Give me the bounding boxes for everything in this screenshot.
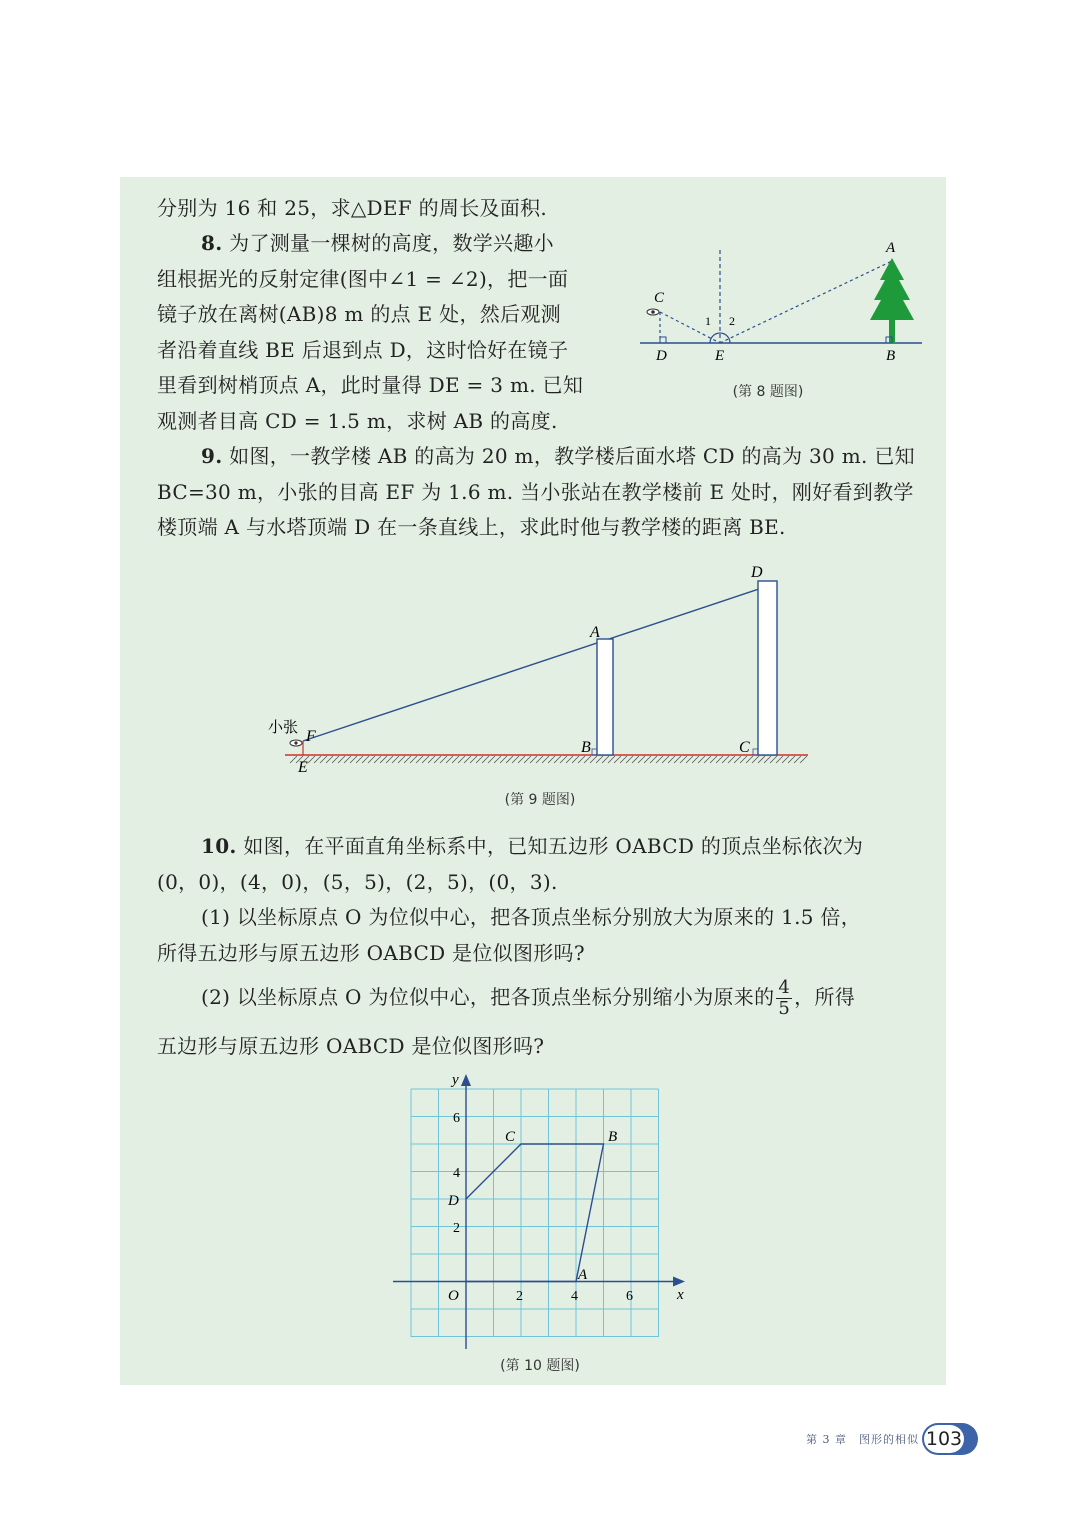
reflected-ray — [720, 261, 892, 343]
label-a: A — [886, 240, 896, 256]
label-c: C — [739, 739, 750, 756]
problem-8-line-5: 里看到树梢顶点 A，此时量得 DE = 3 m. 已知 — [157, 373, 584, 397]
label-a: A — [578, 1267, 588, 1283]
figure-9 — [260, 555, 820, 785]
problem-9-line-1: 如图，一教学楼 AB 的高为 20 m，教学楼后面水塔 CD 的高为 30 m. 已知 — [222, 444, 915, 468]
figure-10 — [385, 1064, 695, 1349]
problem-8-number: 8. — [201, 231, 223, 255]
problem-8-line-3: 镜子放在离树(AB)8 m 的点 E 处，然后观测 — [157, 302, 561, 326]
label-f: F — [306, 728, 316, 745]
label-b: B — [581, 739, 591, 756]
problem-9-line-2: BC=30 m，小张的目高 EF 为 1.6 m. 当小张站在教学楼前 E 处时，刚好看到教学 — [157, 479, 914, 504]
problem-9-number: 9. — [201, 444, 223, 468]
right-angle-b — [592, 749, 597, 755]
problem-10-q2-tail: ，所得 — [794, 985, 856, 1009]
eye-pupil — [294, 741, 297, 744]
y-tick-2: 2 — [453, 1221, 460, 1236]
x-tick-6: 6 — [626, 1289, 633, 1304]
person-label: 小张 — [268, 718, 299, 736]
problem-10-q1-line-2: 所得五边形与原五边形 OABCD 是位似图形吗? — [157, 940, 585, 965]
origin-label: O — [448, 1288, 459, 1304]
problem-8-line-2: 组根据光的反射定律(图中∠1 = ∠2)，把一面 — [157, 266, 569, 291]
figure-10-caption: (第 10 题图) — [500, 1358, 580, 1374]
page-number: 103 — [924, 1425, 964, 1453]
sight-line — [303, 583, 777, 741]
x-tick-2: 2 — [516, 1289, 523, 1304]
figure-8-caption: (第 8 题图) — [732, 384, 804, 400]
problem-10-number: 10. — [201, 834, 237, 858]
eye-pupil — [651, 310, 655, 314]
y-axis-arrow-icon — [461, 1074, 471, 1086]
label-d: D — [751, 564, 763, 581]
problem-9 — [157, 439, 932, 546]
x-tick-4: 4 — [571, 1289, 578, 1304]
label-d: D — [656, 348, 667, 364]
label-d: D — [448, 1193, 459, 1209]
problem-10-q2-line-2: 五边形与原五边形 OABCD 是位似图形吗? — [157, 1034, 545, 1058]
label-b: B — [886, 348, 896, 364]
label-e: E — [715, 348, 725, 364]
problem-10-q1-line-1: (1) 以坐标原点 O 为位似中心，把各顶点坐标分别放大为原来的 1.5 倍， — [201, 905, 862, 929]
y-tick-4: 4 — [453, 1166, 460, 1181]
problem-10-q2 — [201, 978, 931, 1019]
angle-1-label: 1 — [705, 314, 711, 328]
problem-10-line-2: (0，0)，(4，0)，(5，5)，(2，5)，(0，3). — [157, 869, 558, 894]
problem-8-line-6: 观测者目高 CD = 1.5 m，求树 AB 的高度. — [157, 408, 558, 433]
fraction-numerator: 4 — [778, 977, 791, 998]
problem-10-line-1: 如图，在平面直角坐标系中，已知五边形 OABCD 的顶点坐标依次为 — [236, 834, 864, 858]
label-b: B — [608, 1129, 618, 1145]
label-e: E — [298, 759, 308, 776]
chapter-footer: 第 3 章 图形的相似 — [806, 1433, 919, 1446]
fraction — [776, 978, 792, 1019]
text-line-0: 分别为 16 和 25，求△DEF 的周长及面积. — [157, 196, 548, 220]
problem-8-line-1: 为了测量一棵树的高度，数学兴趣小 — [222, 231, 554, 255]
tree-icon — [870, 258, 914, 343]
fraction-denominator: 5 — [778, 998, 791, 1019]
x-axis-arrow-icon — [673, 1277, 685, 1287]
x-axis-label: x — [677, 1287, 684, 1303]
label-c: C — [505, 1129, 516, 1145]
problem-8 — [157, 226, 607, 439]
y-axis-label: y — [452, 1072, 459, 1088]
water-tower — [758, 581, 777, 755]
angle-2-label: 2 — [729, 314, 735, 328]
ground-hatching — [290, 756, 807, 763]
right-angle-c — [753, 749, 758, 755]
figure-8 — [630, 230, 930, 370]
label-a: A — [590, 624, 600, 641]
problem-10-q2-text: (2) 以坐标原点 O 为位似中心，把各顶点坐标分别缩小为原来的 — [201, 985, 775, 1009]
problem-9-line-3: 楼顶端 A 与水塔顶端 D 在一条直线上，求此时他与教学楼的距离 BE. — [157, 515, 786, 539]
pentagon-oabcd — [466, 1144, 604, 1282]
figure-9-caption: (第 9 题图) — [504, 792, 576, 808]
label-c: C — [654, 290, 665, 306]
problem-8-line-4: 者沿着直线 BE 后退到点 D，这时恰好在镜子 — [157, 337, 569, 362]
problem-10 — [157, 829, 932, 971]
right-angle-d — [660, 337, 666, 343]
school-building — [597, 639, 613, 755]
y-tick-6: 6 — [453, 1111, 460, 1126]
